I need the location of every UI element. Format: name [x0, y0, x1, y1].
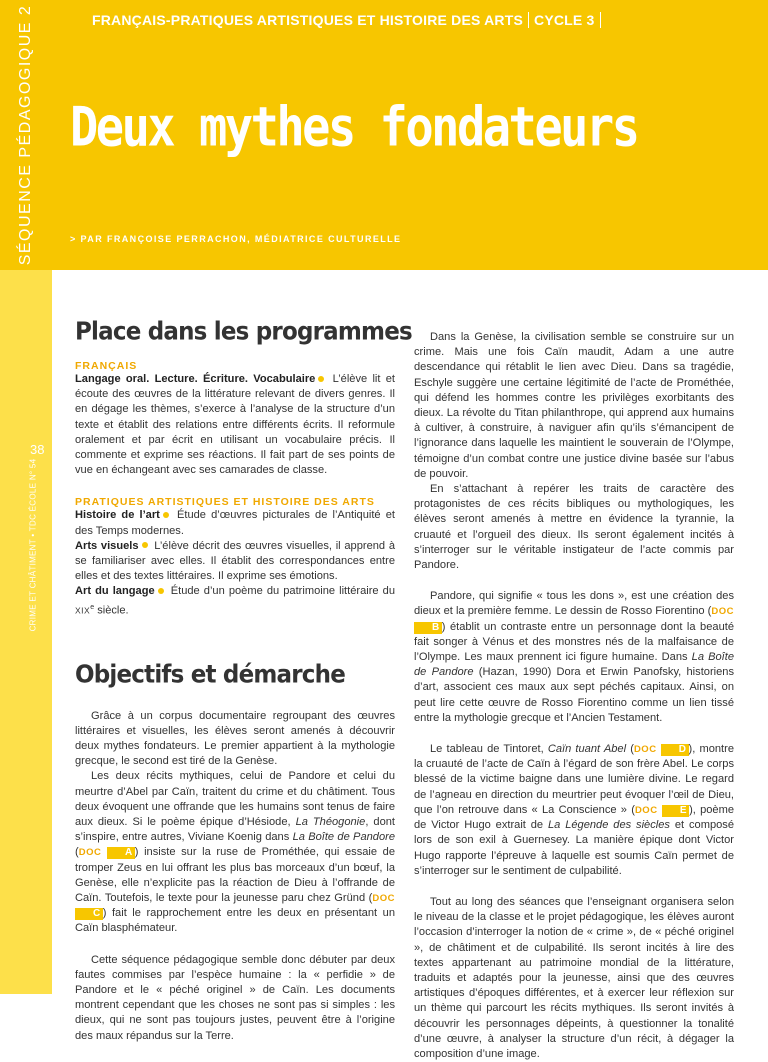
breadcrumb-divider-end: [600, 12, 601, 28]
text-run: (: [626, 743, 634, 756]
text-run: (Hazan, 1990) Dora et Erwin Panofsky, historiens d’art, associent ces maux aux sept péchés capitaux. Ainsi, on peut lire cette œuvre de Rosso Fiorentino comme un lien tissé entre la mythologie grecque et l’Ancien Testament.: [414, 666, 734, 724]
langage-century-sup: e: [90, 603, 95, 611]
text-run: Les deux récits mythiques, celui de Pandore et celui du meurtre d’Abel par Caïn, traitent du crime et du châtiment. Tous deux évoquent une offrande que les humains sont tenus de faire aux dieux. Si le poème épique d’Hésiode,: [75, 770, 395, 828]
doc-word: DOC: [372, 892, 395, 904]
bullet-dot: [142, 542, 148, 548]
page-header: [52, 0, 768, 270]
issue-label: CRIME ET CHÂTIMENT • TDC ÉCOLE N° 54: [28, 458, 38, 632]
work-title: La Boîte de Pandore: [292, 831, 395, 844]
objectifs-paragraph-1: Grâce à un corpus documentaire regroupant des œuvres littéraires et visuelles, les élèves seront amenés à découvrir deux mythes fondateurs. Le premier appartient à la mythologie grecque, le second est tiré de la Genèse.: [75, 709, 395, 768]
doc-letter: A: [107, 847, 135, 859]
breadcrumb-cycle: CYCLE 3: [534, 12, 595, 28]
text-run: ), poème de Victor Hugo extrait de: [414, 803, 735, 832]
langage-end: siècle.: [94, 604, 129, 617]
histoire-text: Étude d’œuvres picturales de l’Antiquité et des Temps modernes.: [75, 509, 395, 537]
right-paragraph-5: Tout au long des séances que l’enseignant organisera selon le niveau de la classe et le projet pédagogique, les élèves auront l’occasion d’interroger la notion de « crime », de « péché originel », de châtiment et de culpabilité. Ils seront incités à lire des textes appartenant au patrimoine mondial de la littérature, traduits et adaptés pour la jeunesse, ainsi que des œuvres artistiques d’époques différentes, et à exercer leur réflexion sur un thème qui parcourt les récits mythiques. Ils seront invités à découvrir les personnages dépeints, à questionner la tonalité d’une œuvre, à analyser la structure d’un récit, à dégager la composition d’une image.: [414, 895, 734, 1060]
work-title: La Légende des siècles: [547, 819, 670, 832]
text-run: Le tableau de Tintoret,: [430, 743, 548, 756]
right-paragraph-2: En s’attachant à repérer les traits de caractère des protagonistes de ces récits bibliques ou mythologiques, les élèves seront amenés à mettre en évidence la tyrannie, la cruauté et l’orgueil des dieux. Ils seront également incités à s’interroger sur le véritable instigateur de l’acte commis par Pandore.: [414, 483, 734, 572]
visuels-paragraph: [75, 539, 395, 585]
doc-letter: D: [661, 744, 689, 756]
breadcrumb-subject: FRANÇAIS-PRATIQUES ARTISTIQUES ET HISTOIRE DES ARTS: [92, 12, 524, 28]
arts-label: PRATIQUES ARTISTIQUES ET HISTOIRE DES ARTS: [75, 496, 375, 509]
objectifs-paragraph-3: Cette séquence pédagogique semble donc débuter par deux fautes commises par l’espèce humaine : la « perfidie » de Pandore et le « péché originel » de Caïn. Les documents montrent cependant que les choses ne sont pas si simples : les dieux, qui ne sont pas toujours justes, peuvent être à l’origine des maux répandus sur la Terre.: [75, 953, 395, 1042]
histoire-paragraph: [75, 508, 395, 538]
page-number: 38: [30, 442, 45, 457]
work-title: Caïn tuant Abel: [547, 743, 627, 756]
histoire-lead: Histoire de l’art: [75, 509, 160, 522]
sequence-label: SÉQUENCE PÉDAGOGIQUE 2: [17, 4, 34, 266]
doc-word: DOC: [633, 744, 657, 756]
doc-word: DOC: [634, 804, 658, 816]
breadcrumb: [92, 12, 606, 28]
text-run: , dont s’inspire, entre autres, Viviane Koenig dans: [75, 815, 395, 844]
text-run: Pandore, qui signifie « tous les dons », est une création des dieux et la première femme. Le dessin de Rosso Fiorentino (: [414, 590, 734, 618]
doc-word: DOC: [711, 606, 734, 618]
bullet-dot: [318, 376, 324, 382]
left-column: [75, 318, 412, 1044]
work-title: La Théogonie: [295, 815, 366, 828]
langage-century: XIX: [75, 605, 91, 616]
right-column: [414, 330, 734, 1062]
visuels-text: L’élève décrit des œuvres visuelles, il apprend à se familiariser avec elles. Il établit des correspondances entre elles et des textes littéraires. Il exprime ses émotions.: [75, 539, 395, 583]
langage-lead: Art du langage: [75, 585, 155, 598]
right-paragraph-3: [414, 589, 734, 726]
text-run: ) fait le rapprochement entre les deux en présentant un Caïn blasphémateur.: [75, 907, 395, 935]
programmes-heading: Place dans les programmes: [75, 318, 412, 347]
doc-ref-d: [634, 744, 689, 755]
francais-paragraph: [75, 372, 395, 478]
doc-letter: E: [662, 805, 689, 817]
sidebar-band: [0, 0, 52, 994]
doc-letter: B: [414, 622, 442, 634]
text-run: ), montre la cruauté de l’acte de Caïn à l’égard de son frère Abel. Le corps blessé de la victime baigne dans une lumière divine. Le regard de l’agneau en direction du meurtrier peut évoquer l’œil de Dieu, que l’on retrouve dans « La Conscience » (: [414, 743, 735, 816]
work-title: La Boîte de Pandore: [414, 651, 735, 679]
francais-text: L’élève lit et écoute des œuvres de la littérature relevant de divers genres. Il en dégage les thèmes, s’exerce à l’analyse de la structure d’un texte et établit des relations entre différents écrits. Il reformule oralement et par écrit en utilisant un vocabulaire précis. Il commente et exprime ses réactions. Il fait part de ses points de vue en échangeant avec ses camarades de classe.: [75, 373, 395, 477]
text-run: ) établit un contraste entre un personnage dont la beauté fait songer à Vénus et des monstres nés de la malfaisance de l’Olympe. Les maux prennent ici figure humaine. Dans: [414, 620, 734, 664]
author-byline: > PAR FRANÇOISE PERRACHON, MÉDIATRICE CULTURELLE: [70, 234, 402, 244]
bullet-dot: [158, 588, 164, 594]
bullet-dot: [163, 512, 169, 518]
objectifs-heading: Objectifs et démarche: [75, 660, 346, 689]
text-run: et composé lors de son exil à Guernesey. La manière épique dont Victor Hugo rapporte l’épreuve à laquelle est soumis Caïn permet de s’interroger sur le sentiment de culpabilité.: [414, 819, 734, 877]
text-run: ) insiste sur la ruse de Prométhée, qui essaie de tromper Zeus en lui offrant les plus bas morceaux d’un bœuf, la Genèse, elle n’explicite pas la réaction de Dieu à l’offrande de Caïn. Toutefois, le texte pour la jeunesse paru chez Gründ (: [75, 846, 396, 904]
doc-word: DOC: [78, 847, 102, 859]
francais-lead: Langage oral. Lecture. Écriture. Vocabulaire: [75, 373, 316, 385]
doc-letter: C: [75, 908, 103, 920]
objectifs-paragraph-2: Les deux récits mythiques, celui de Pandore et celui du meurtre d’Abel par Caïn, traitent du crime et du châtiment. Tous deux évoquent une offrande que les humains sont tenus de faire aux dieux. Si le poème épique d’Hésiode, La Théogonie, dont s’inspire, entre autres, Viviane Koenig dans La Boîte de Pandore (DOC A ) insiste sur la ruse de Prométhée, qui essaie de tromper Zeus en lui offrant les plus bas morceaux d’un bœuf, la Genèse, elle n’explicite pas la réaction de Dieu à l’offrande de Caïn. Toutefois, le texte pour la jeunesse paru chez Gründ (DOC C ) fait le rapprochement entre les deux en présentant un Caïn blasphémateur.: [75, 770, 396, 935]
langage-text: Étude d’un poème du patrimoine littéraire du: [170, 585, 395, 598]
doc-ref-a: [79, 847, 135, 858]
francais-label: FRANÇAIS: [75, 360, 138, 372]
right-paragraph-1: Dans la Genèse, la civilisation semble se construire sur un crime. Mais une fois Caïn maudit, Adam a une autre descendance qui rétablit le lien avec Dieu. Dans sa tragédie, Eschyle suggère une certaine légitimité de l’acte de Prométhée, qui défend les hommes contre les privilèges exorbitants des dieux. La révolte du Titan philanthrope, qui apprend aux humains à cultiver, à construire, à naviguer afin qu’ils s’émancipent de l’ignorance dans laquelle les maintient le souverain de l’Olympe, témoigne d’un combat contre une justice divine basée sur l’abus de pouvoir.: [414, 331, 734, 480]
breadcrumb-divider: [528, 12, 529, 28]
page-title: Deux mythes fondateurs: [70, 96, 638, 160]
right-paragraph-4: [414, 742, 734, 879]
doc-ref-e: [635, 805, 689, 816]
langage-paragraph: [75, 584, 395, 618]
visuels-lead: Arts visuels: [75, 539, 139, 552]
